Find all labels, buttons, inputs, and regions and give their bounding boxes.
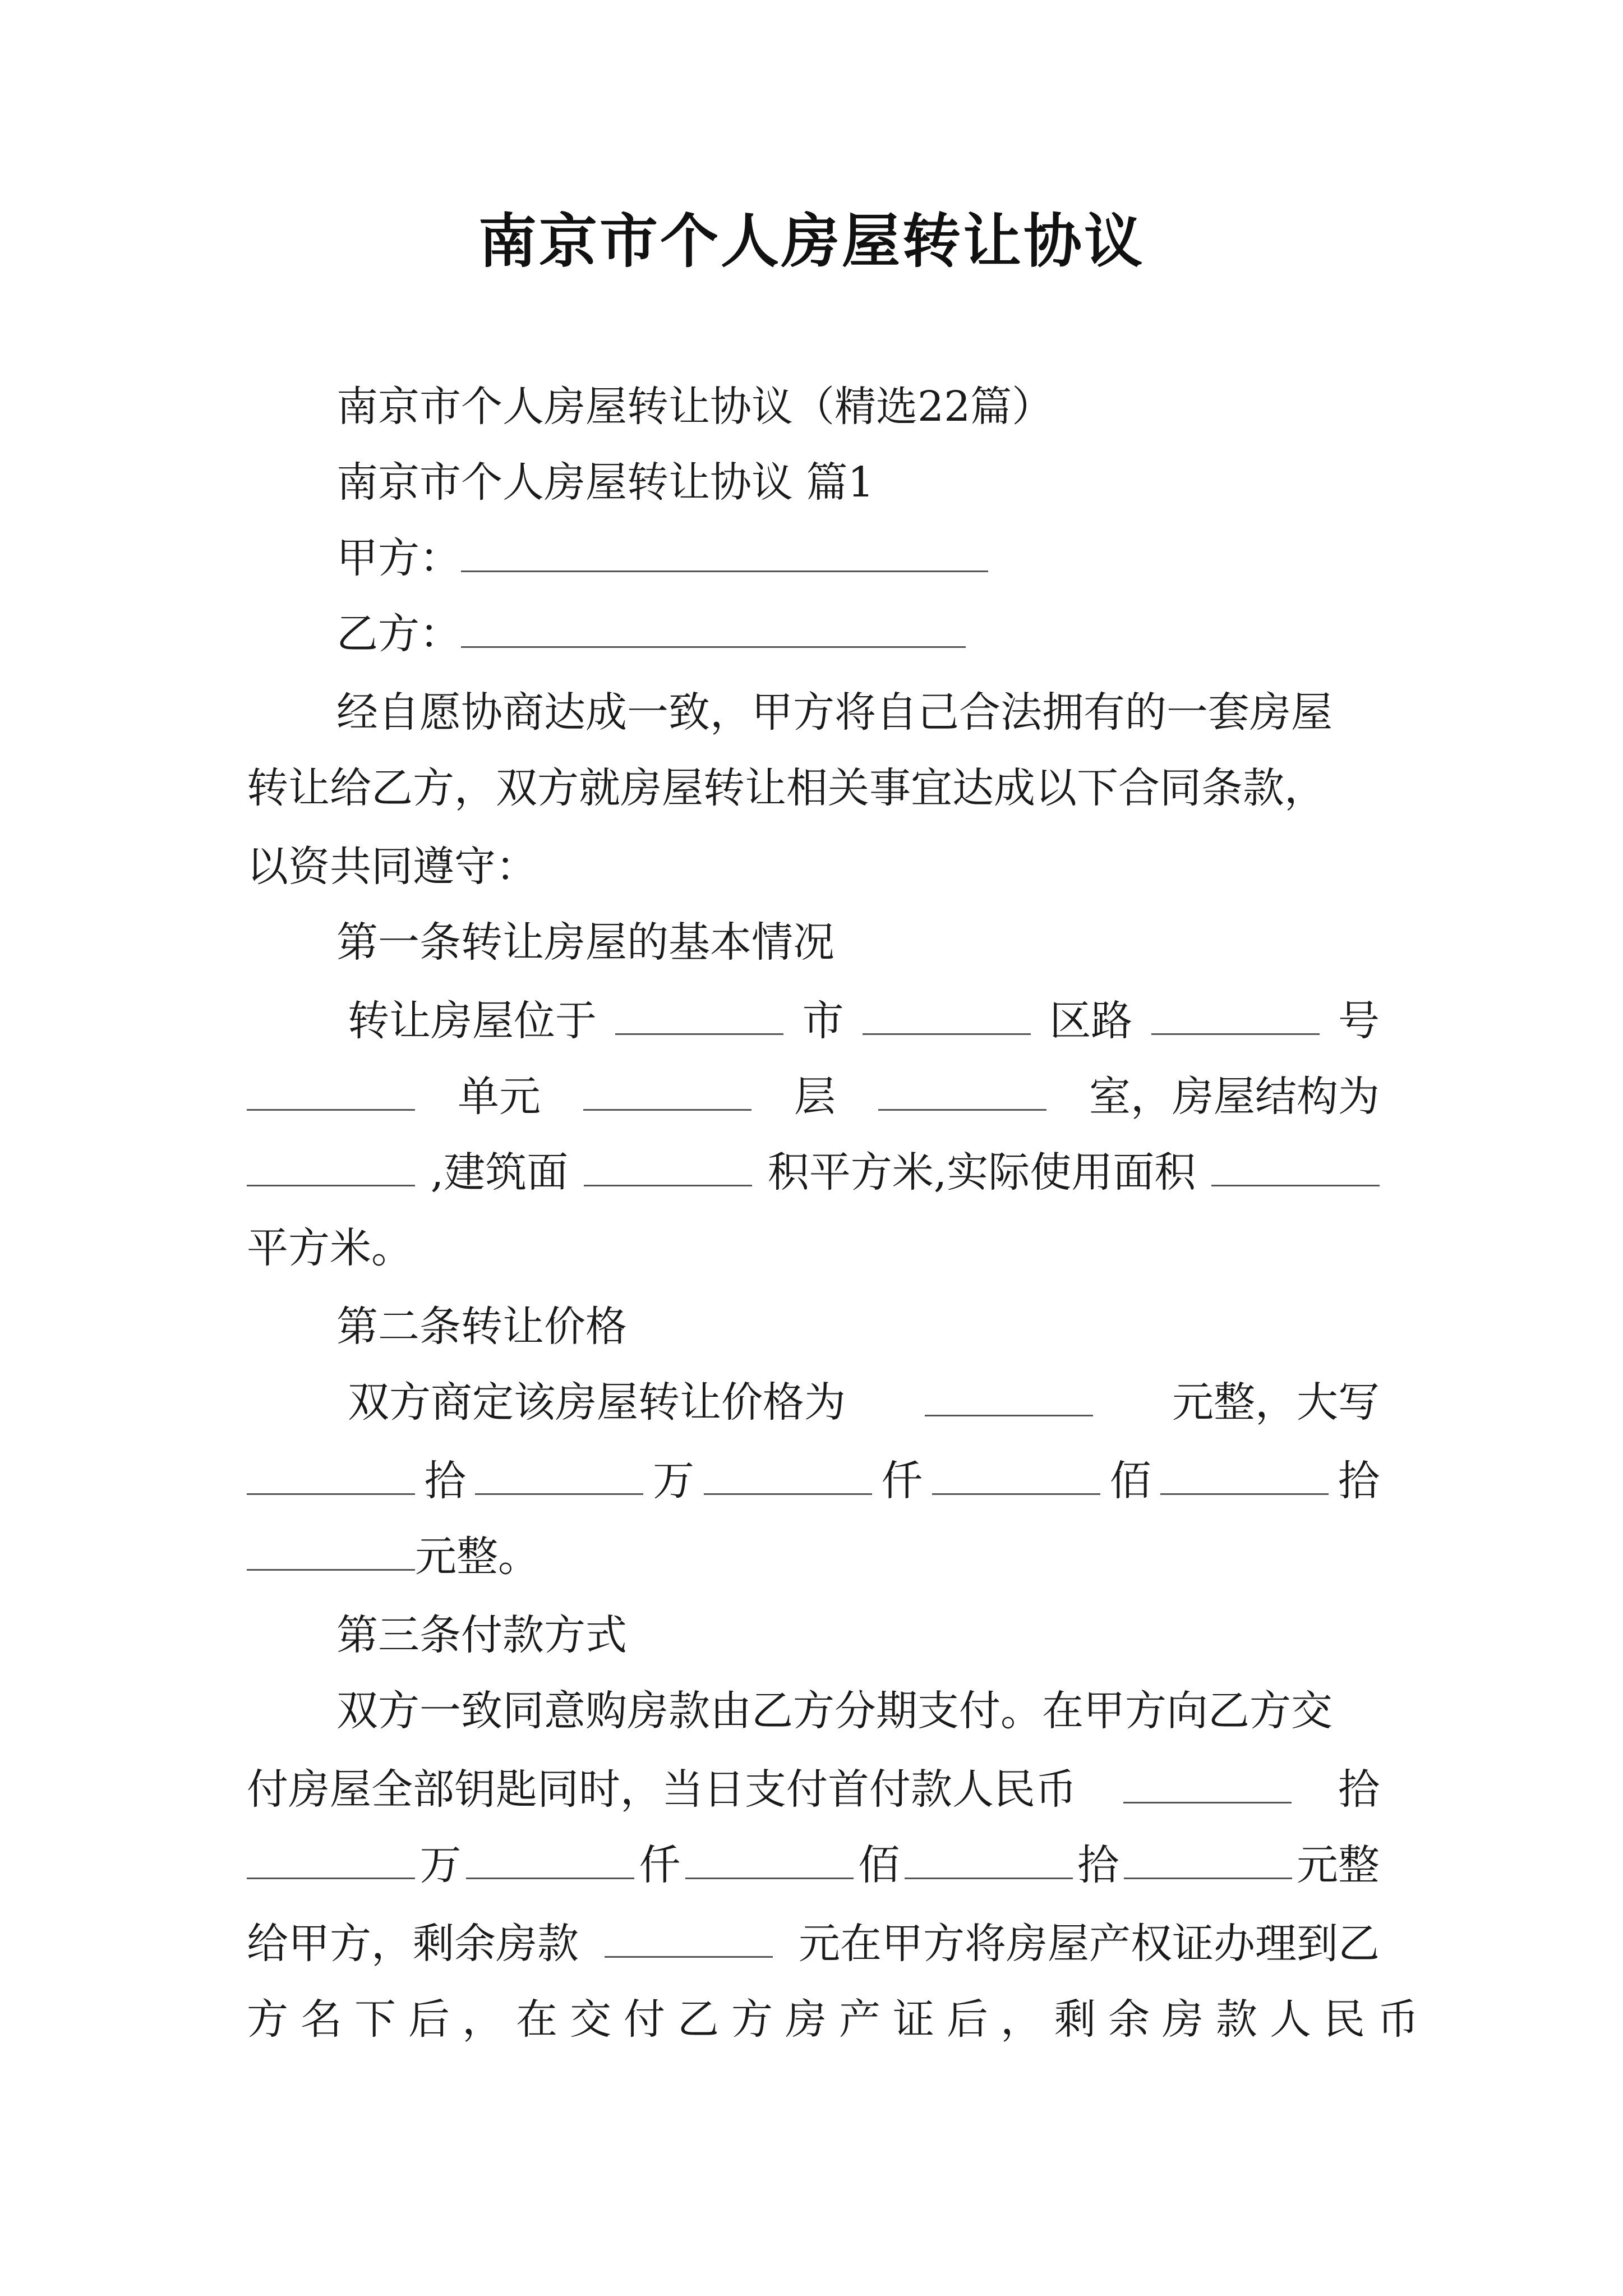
clause1-text: 市 [802,997,844,1045]
clause1-heading: 第一条转让房屋的基本情况 [336,918,834,967]
clause2-line-1 [247,1372,1380,1433]
clause2-text: 拾 [1338,1457,1380,1505]
clause3-text: 元在甲方将房屋产权证办理到乙 [799,1920,1380,1968]
intro-line-2: 转让给乙方，双方就房屋转让相关事宜达成以下合同条款， [247,764,1326,812]
blank [685,1838,854,1879]
blank [925,1375,1093,1416]
blank [1124,1838,1292,1879]
clause2-text: 仟 [881,1457,923,1505]
clause2-heading: 第二条转让价格 [336,1303,627,1351]
clause3-heading: 第三条付款方式 [336,1611,627,1659]
blank [605,1917,773,1958]
intro-line-1: 经自愿协商达成一致，甲方将自己合法拥有的一套房屋 [336,688,1332,737]
clause3-text: 元整 [1296,1841,1380,1889]
blank [247,1530,415,1571]
party-b-label: 乙方： [336,610,461,658]
clause3-text: 仟 [639,1841,681,1889]
blank [905,1838,1073,1879]
blank [878,1070,1046,1111]
party-b-blank [461,607,966,648]
blank [1123,1763,1292,1803]
blank [1211,1145,1380,1186]
clause3-text: 拾 [1338,1765,1380,1814]
clause1-text: 区路 [1049,997,1133,1045]
clause2-line-3 [247,1526,1380,1588]
party-b-line [247,603,1380,665]
intro-line-3: 以资共同遵守： [247,843,537,891]
party-a-label: 甲方： [336,534,461,582]
clause2-line-2 [247,1450,1380,1512]
clause3-text: 给甲方，剩余房款 [247,1920,579,1968]
clause1-line-2 [247,1066,1380,1128]
clause2-text: 双方商定该房屋转让价格为 [348,1378,846,1427]
blank [615,994,783,1035]
blank [1160,1454,1329,1495]
document-title: 南京市个人房屋转让协议 [478,207,1145,275]
blank [863,994,1031,1035]
party-a-blank [461,531,988,572]
subtitle: 南京市个人房屋转让协议（精选22篇） [336,383,1054,431]
clause1-text: 单元 [458,1073,541,1121]
clause1-line-4: 平方米。 [247,1224,413,1272]
clause1-line-1 [247,990,1380,1052]
blank [584,1145,752,1186]
clause1-text: 号 [1338,997,1380,1045]
clause2-text: 拾 [424,1457,466,1505]
blank [475,1454,643,1495]
clause2-text: 元整，大写 [1172,1378,1380,1427]
clause1-text: 积平方米,实际使用面积 [767,1148,1196,1197]
clause1-text: 室，房屋结构为 [1089,1073,1380,1121]
clause1-line-3 [247,1142,1380,1203]
clause2-text: 万 [652,1457,694,1505]
blank [247,1838,415,1879]
clause3-line-4 [247,1913,1380,1975]
clause3-text: 付房屋全部钥匙同时，当日支付首付款人民币 [247,1765,1077,1814]
blank [704,1454,872,1495]
clause3-text: 佰 [858,1841,900,1889]
blank [247,1145,415,1186]
clause3-line-3 [247,1834,1380,1896]
party-a-line [247,527,1380,589]
blank [1151,994,1320,1035]
clause3-line-5: 方名下后，在交付乙方房产证后，剩余房款人民币 [247,1995,1431,2044]
clause3-text: 拾 [1077,1841,1119,1889]
clause2-text: 佰 [1109,1457,1151,1505]
clause3-line-1: 双方一致同意购房款由乙方分期支付。在甲方向乙方交 [336,1687,1332,1735]
blank [932,1454,1100,1495]
article-heading: 南京市个人房屋转让协议 篇1 [336,458,874,507]
clause1-text: ,建筑面 [430,1148,569,1197]
clause3-line-2 [247,1759,1380,1820]
blank [466,1838,634,1879]
blank [247,1070,415,1111]
clause1-text: 转让房屋位于 [348,997,597,1045]
clause3-text: 万 [419,1841,462,1889]
clause1-text: 层 [794,1073,836,1121]
blank [583,1070,751,1111]
clause2-text: 元整。 [415,1533,540,1581]
blank [247,1454,415,1495]
